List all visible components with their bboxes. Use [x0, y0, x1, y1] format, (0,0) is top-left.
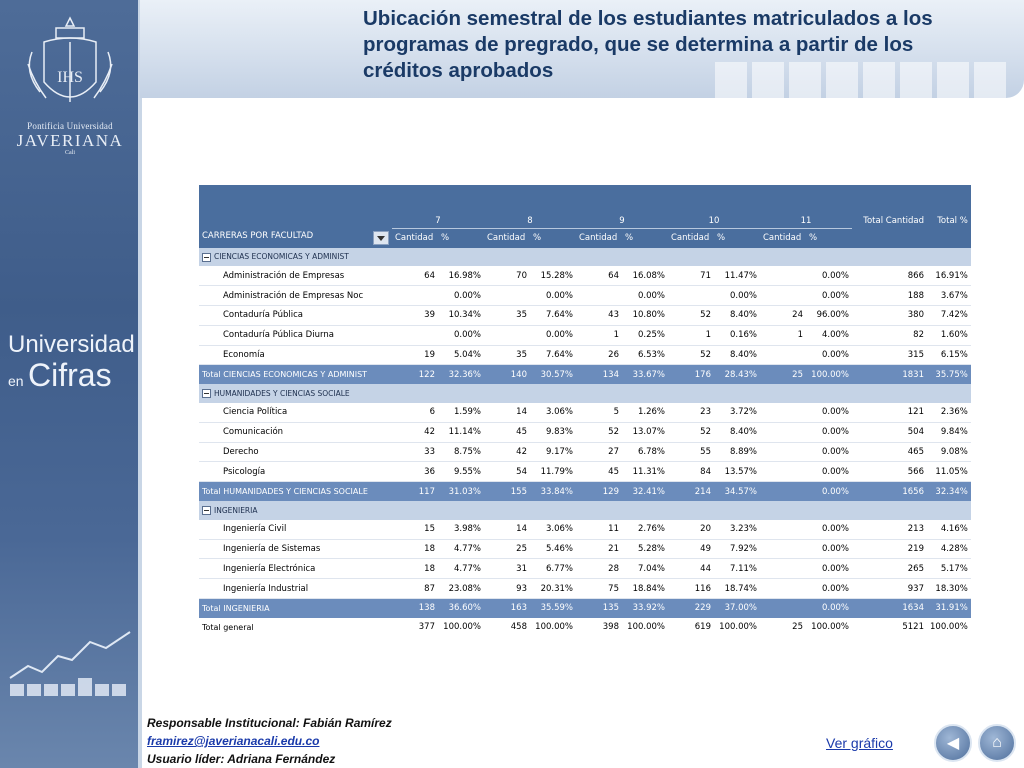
table-cell: 30.57%	[530, 365, 576, 384]
table-cell: 5	[576, 403, 622, 422]
faculty-row[interactable]	[199, 384, 971, 403]
table-cell: 214	[668, 482, 714, 501]
table-cell: 39	[392, 305, 438, 325]
table-cell: 155	[484, 482, 530, 501]
table-cell: 9.83%	[530, 422, 576, 442]
table-cell: 28	[576, 559, 622, 579]
semester-header: 7	[392, 207, 484, 228]
table-cell: 27	[576, 442, 622, 462]
table-cell: 6	[392, 403, 438, 422]
subtotal-row	[199, 598, 971, 617]
table-cell: 35.59%	[530, 598, 576, 617]
table-cell: 21	[576, 539, 622, 559]
table-cell: 36.60%	[438, 598, 484, 617]
table-cell: 129	[576, 482, 622, 501]
table-cell: 3.06%	[530, 403, 576, 422]
table-cell: 315	[852, 345, 927, 365]
count-header: Cantidad	[392, 228, 438, 247]
table-cell: 35	[484, 305, 530, 325]
table-cell	[484, 286, 530, 306]
table-row	[199, 345, 971, 365]
table-cell: 0.00%	[806, 442, 852, 462]
collapse-icon[interactable]	[202, 506, 211, 515]
table-cell: 16.98%	[438, 266, 484, 285]
cifras-line3: Cifras	[28, 357, 112, 393]
row-label: Total general	[202, 622, 254, 632]
table-cell	[576, 286, 622, 306]
row-label: Total INGENIERIA	[199, 598, 392, 617]
table-cell: 0.00%	[806, 520, 852, 539]
table-cell: 4.77%	[438, 539, 484, 559]
count-header: Cantidad	[576, 228, 622, 247]
table-cell: 7.11%	[714, 559, 760, 579]
table-cell: 122	[392, 365, 438, 384]
count-header: Cantidad	[760, 228, 806, 247]
row-label: Psicología	[199, 462, 392, 482]
table-cell: 5.46%	[530, 539, 576, 559]
table-cell: 8.40%	[714, 345, 760, 365]
table-cell: 9.17%	[530, 442, 576, 462]
table-cell: 117	[392, 482, 438, 501]
table-cell	[760, 520, 806, 539]
table-cell: 100.00%	[443, 622, 481, 633]
cifras-line1: Universidad	[8, 331, 135, 358]
table-cell: 134	[576, 365, 622, 384]
table-cell: 15.28%	[530, 266, 576, 285]
table-cell: 8.89%	[714, 442, 760, 462]
back-arrow-icon: ◀	[946, 735, 960, 752]
table-cell: 0.00%	[806, 579, 852, 599]
universidad-en-cifras-logo	[8, 332, 135, 392]
cifras-line2: en	[8, 373, 24, 389]
row-label: Ingeniería Electrónica	[199, 559, 392, 579]
table-cell: 3.72%	[714, 403, 760, 422]
table-cell: 100.00%	[930, 622, 968, 633]
table-cell: 7.64%	[530, 305, 576, 325]
count-header: Cantidad	[484, 228, 530, 247]
table-cell: 25	[484, 539, 530, 559]
collapse-icon[interactable]	[202, 253, 211, 262]
table-cell: 4.16%	[927, 520, 971, 539]
table-cell	[392, 325, 438, 345]
table-cell: 18	[392, 559, 438, 579]
table-cell: 100.00%	[806, 365, 852, 384]
table-cell: 100.00%	[719, 622, 757, 633]
table-cell: 75	[576, 579, 622, 599]
table-cell: 70	[484, 266, 530, 285]
svg-text:IHS: IHS	[57, 69, 83, 86]
table-cell: 9.84%	[927, 422, 971, 442]
table-cell	[760, 266, 806, 285]
table-cell: 18.30%	[927, 579, 971, 599]
table-row	[199, 462, 971, 482]
table-cell: 138	[392, 598, 438, 617]
table-cell: 44	[668, 559, 714, 579]
semester-header: 9	[576, 207, 668, 228]
table-cell: 3.98%	[438, 520, 484, 539]
table-cell: 11.05%	[927, 462, 971, 482]
collapse-icon[interactable]	[202, 389, 211, 398]
table-cell: 9.08%	[927, 442, 971, 462]
table-cell: 33.92%	[622, 598, 668, 617]
table-cell: 37.00%	[714, 598, 760, 617]
table-cell: 7.92%	[714, 539, 760, 559]
semester-header-row	[199, 207, 971, 228]
footer-info	[147, 714, 392, 768]
table-cell: 458	[510, 622, 527, 633]
table-cell	[760, 462, 806, 482]
faculty-row[interactable]	[199, 501, 971, 520]
table-row	[199, 539, 971, 559]
table-cell: 96.00%	[806, 305, 852, 325]
row-label-header-text: CARRERAS POR FACULTAD	[202, 230, 314, 241]
table-cell: 0.00%	[806, 266, 852, 285]
table-cell: 6.53%	[622, 345, 668, 365]
table-cell	[760, 482, 806, 501]
table-cell: 8.40%	[714, 305, 760, 325]
table-cell: 176	[668, 365, 714, 384]
table-cell: 1	[760, 325, 806, 345]
table-cell: 28.43%	[714, 365, 760, 384]
table-cell: 8.75%	[438, 442, 484, 462]
sidebar-border	[138, 0, 142, 768]
table-cell: 14	[484, 520, 530, 539]
table-cell: 35.75%	[927, 365, 971, 384]
table-cell	[760, 539, 806, 559]
table-cell: 213	[852, 520, 927, 539]
growth-chart-icon	[6, 628, 136, 700]
table-cell: 32.36%	[438, 365, 484, 384]
total-pct-header: Total %	[927, 207, 971, 228]
table-cell: 0.00%	[806, 286, 852, 306]
table-cell: 31.91%	[927, 598, 971, 617]
table-cell	[760, 442, 806, 462]
row-label: Ingeniería Industrial	[199, 579, 392, 599]
faculty-name: HUMANIDADES Y CIENCIAS SOCIALE	[214, 388, 350, 398]
table-cell: 3.23%	[714, 520, 760, 539]
table-cell: 13.57%	[714, 462, 760, 482]
table-cell: 71	[668, 266, 714, 285]
semester-header: 8	[484, 207, 576, 228]
table-cell: 116	[668, 579, 714, 599]
back-button[interactable]	[934, 724, 972, 762]
table-row	[199, 266, 971, 285]
table-cell: 49	[668, 539, 714, 559]
table-cell: 18.84%	[622, 579, 668, 599]
row-label: Contaduría Pública	[199, 305, 392, 325]
table-cell	[760, 286, 806, 306]
table-cell: 0.00%	[806, 345, 852, 365]
table-row	[199, 325, 971, 345]
table-cell: 18	[392, 539, 438, 559]
university-city: Cali	[65, 150, 75, 156]
table-cell: 52	[668, 422, 714, 442]
responsable-label: Responsable Institucional: Fabián Ramírez	[147, 716, 392, 730]
subtotal-row	[199, 482, 971, 501]
table-cell: 0.00%	[806, 422, 852, 442]
table-cell: 42	[484, 442, 530, 462]
table-cell: 566	[852, 462, 927, 482]
pivot-table	[199, 185, 971, 637]
table-cell: 1.59%	[438, 403, 484, 422]
faculty-name: CIENCIAS ECONOMICAS Y ADMINIST	[214, 252, 349, 262]
pct-header: %	[806, 228, 852, 247]
pct-header: %	[714, 228, 760, 247]
table-cell: 33.84%	[530, 482, 576, 501]
email-link[interactable]: framirez@javerianacali.edu.co	[147, 734, 320, 748]
table-cell: 32.34%	[927, 482, 971, 501]
header-top-row	[199, 185, 971, 207]
row-label: Administración de Empresas	[199, 266, 392, 285]
table-cell: 2.76%	[622, 520, 668, 539]
table-cell: 20	[668, 520, 714, 539]
table-cell: 87	[392, 579, 438, 599]
row-label: Comunicación	[199, 422, 392, 442]
table-cell: 163	[484, 598, 530, 617]
table-cell: 11.14%	[438, 422, 484, 442]
table-cell: 23.08%	[438, 579, 484, 599]
table-cell: 11	[576, 520, 622, 539]
table-cell: 0.00%	[530, 325, 576, 345]
table-cell: 93	[484, 579, 530, 599]
table-cell: 52	[576, 422, 622, 442]
table-cell: 52	[668, 305, 714, 325]
table-cell: 9.55%	[438, 462, 484, 482]
table-cell: 1634	[852, 598, 927, 617]
table-cell: 6.77%	[530, 559, 576, 579]
table-cell: 5.28%	[622, 539, 668, 559]
table-row	[199, 579, 971, 599]
table-cell: 25	[760, 365, 806, 384]
table-cell: 25	[792, 622, 803, 633]
table-cell: 82	[852, 325, 927, 345]
table-cell: 265	[852, 559, 927, 579]
table-cell: 121	[852, 403, 927, 422]
table-cell: 20.31%	[530, 579, 576, 599]
usuario-label: Usuario líder: Adriana Fernández	[147, 752, 336, 766]
table-cell: 135	[576, 598, 622, 617]
semester-header: 11	[760, 207, 852, 228]
table-cell: 1.26%	[622, 403, 668, 422]
count-header: Cantidad	[668, 228, 714, 247]
row-label: Total CIENCIAS ECONOMICAS Y ADMINIST	[199, 365, 392, 384]
table-cell: 31	[484, 559, 530, 579]
table-cell: 16.91%	[927, 266, 971, 285]
table-cell: 5.04%	[438, 345, 484, 365]
row-label: Ciencia Política	[199, 403, 392, 422]
table-cell: 380	[852, 305, 927, 325]
faculty-name: INGENIERIA	[214, 505, 258, 515]
table-cell: 0.00%	[806, 539, 852, 559]
table-cell: 42	[392, 422, 438, 442]
table-cell: 8.40%	[714, 422, 760, 442]
table-cell: 45	[576, 462, 622, 482]
subtotal-row	[199, 365, 971, 384]
page-title: Ubicación semestral de los estudiantes matriculados a los programas de pregrado, que se determina a partir de los créditos aprobados	[363, 7, 933, 82]
table-cell: 15	[392, 520, 438, 539]
table-cell: 33.67%	[622, 365, 668, 384]
table-cell: 11.47%	[714, 266, 760, 285]
table-cell: 937	[852, 579, 927, 599]
pct-header: %	[438, 228, 484, 247]
table-cell: 7.64%	[530, 345, 576, 365]
table-row	[199, 442, 971, 462]
table-cell: 1656	[852, 482, 927, 501]
table-cell: 33	[392, 442, 438, 462]
table-cell: 377	[418, 622, 435, 633]
filter-dropdown-icon[interactable]	[373, 231, 389, 245]
table-cell: 866	[852, 266, 927, 285]
table-cell: 5121	[902, 622, 924, 633]
row-label: Administración de Empresas Noc	[199, 286, 392, 306]
university-name-big: JAVERIANA	[16, 131, 124, 150]
table-cell: 0.00%	[622, 286, 668, 306]
table-cell: 14	[484, 403, 530, 422]
table-cell: 19	[392, 345, 438, 365]
table-cell: 10.34%	[438, 305, 484, 325]
table-cell: 0.00%	[438, 286, 484, 306]
table-cell: 504	[852, 422, 927, 442]
table-cell	[668, 286, 714, 306]
table-cell: 7.42%	[927, 305, 971, 325]
table-cell: 26	[576, 345, 622, 365]
table-cell: 31.03%	[438, 482, 484, 501]
table-cell: 0.00%	[806, 559, 852, 579]
table-cell: 36	[392, 462, 438, 482]
table-cell: 188	[852, 286, 927, 306]
row-label: Ingeniería de Sistemas	[199, 539, 392, 559]
table-cell: 100.00%	[811, 622, 849, 633]
table-cell: 0.00%	[806, 462, 852, 482]
table-cell: 45	[484, 422, 530, 442]
table-row	[199, 559, 971, 579]
table-cell: 0.00%	[438, 325, 484, 345]
table-cell: 52	[668, 345, 714, 365]
university-crest-icon	[14, 12, 126, 124]
row-label-header[interactable]	[199, 228, 392, 247]
row-label: Derecho	[199, 442, 392, 462]
table-cell: 3.67%	[927, 286, 971, 306]
table-cell: 54	[484, 462, 530, 482]
table-cell: 64	[392, 266, 438, 285]
table-cell: 465	[852, 442, 927, 462]
table-cell: 0.00%	[806, 482, 852, 501]
table-cell: 1	[576, 325, 622, 345]
university-name-small: Pontificia Universidad	[27, 121, 113, 131]
table-cell: 24	[760, 305, 806, 325]
table-cell: 23	[668, 403, 714, 422]
home-icon: ⌂	[992, 734, 1002, 751]
table-cell: 84	[668, 462, 714, 482]
table-cell: 35	[484, 345, 530, 365]
table-cell: 11.31%	[622, 462, 668, 482]
table-row	[199, 286, 971, 306]
table-cell: 0.16%	[714, 325, 760, 345]
table-cell: 32.41%	[622, 482, 668, 501]
table-cell	[760, 403, 806, 422]
row-label: Ingeniería Civil	[199, 520, 392, 539]
home-button[interactable]	[978, 724, 1016, 762]
table-cell: 4.00%	[806, 325, 852, 345]
table-cell: 34.57%	[714, 482, 760, 501]
table-cell: 64	[576, 266, 622, 285]
table-cell	[760, 598, 806, 617]
table-cell: 619	[694, 622, 711, 633]
table-cell: 16.08%	[622, 266, 668, 285]
row-label: Total HUMANIDADES Y CIENCIAS SOCIALE	[199, 482, 392, 501]
row-label: Economía	[199, 345, 392, 365]
table-cell: 0.00%	[530, 286, 576, 306]
semester-header: 10	[668, 207, 760, 228]
table-cell: 100.00%	[535, 622, 573, 633]
table-cell	[484, 325, 530, 345]
total-count-header: Total Cantidad	[852, 207, 927, 228]
table-row	[199, 520, 971, 539]
table-cell: 140	[484, 365, 530, 384]
table-cell: 7.04%	[622, 559, 668, 579]
table-cell: 0.00%	[806, 403, 852, 422]
table-cell: 1	[668, 325, 714, 345]
table-cell: 13.07%	[622, 422, 668, 442]
table-cell	[760, 559, 806, 579]
faculty-row[interactable]	[199, 248, 971, 267]
table-cell: 5.17%	[927, 559, 971, 579]
table-cell: 6.78%	[622, 442, 668, 462]
table-cell: 4.77%	[438, 559, 484, 579]
table-cell: 6.15%	[927, 345, 971, 365]
pct-header: %	[622, 228, 668, 247]
table-cell: 100.00%	[627, 622, 665, 633]
table-cell: 10.80%	[622, 305, 668, 325]
table-cell	[392, 286, 438, 306]
table-cell	[760, 422, 806, 442]
table-cell: 43	[576, 305, 622, 325]
table-row	[199, 403, 971, 422]
table-cell: 4.28%	[927, 539, 971, 559]
table-cell	[760, 345, 806, 365]
table-cell: 2.36%	[927, 403, 971, 422]
table-cell: 1.60%	[927, 325, 971, 345]
table-cell: 3.06%	[530, 520, 576, 539]
table-cell: 0.00%	[806, 598, 852, 617]
table-row	[199, 422, 971, 442]
row-label: Contaduría Pública Diurna	[199, 325, 392, 345]
table-cell: 55	[668, 442, 714, 462]
table-cell: 1831	[852, 365, 927, 384]
table-cell: 0.00%	[714, 286, 760, 306]
pct-header: %	[530, 228, 576, 247]
column-header-row	[199, 228, 971, 247]
table-cell: 398	[602, 622, 619, 633]
ver-grafico-link[interactable]: Ver gráfico	[826, 735, 893, 751]
table-cell: 219	[852, 539, 927, 559]
table-cell: 229	[668, 598, 714, 617]
table-cell	[760, 579, 806, 599]
grand-total-row	[199, 618, 971, 637]
sidebar	[0, 0, 140, 768]
table-cell: 11.79%	[530, 462, 576, 482]
table-row	[199, 305, 971, 325]
table-cell: 0.25%	[622, 325, 668, 345]
table-cell: 18.74%	[714, 579, 760, 599]
